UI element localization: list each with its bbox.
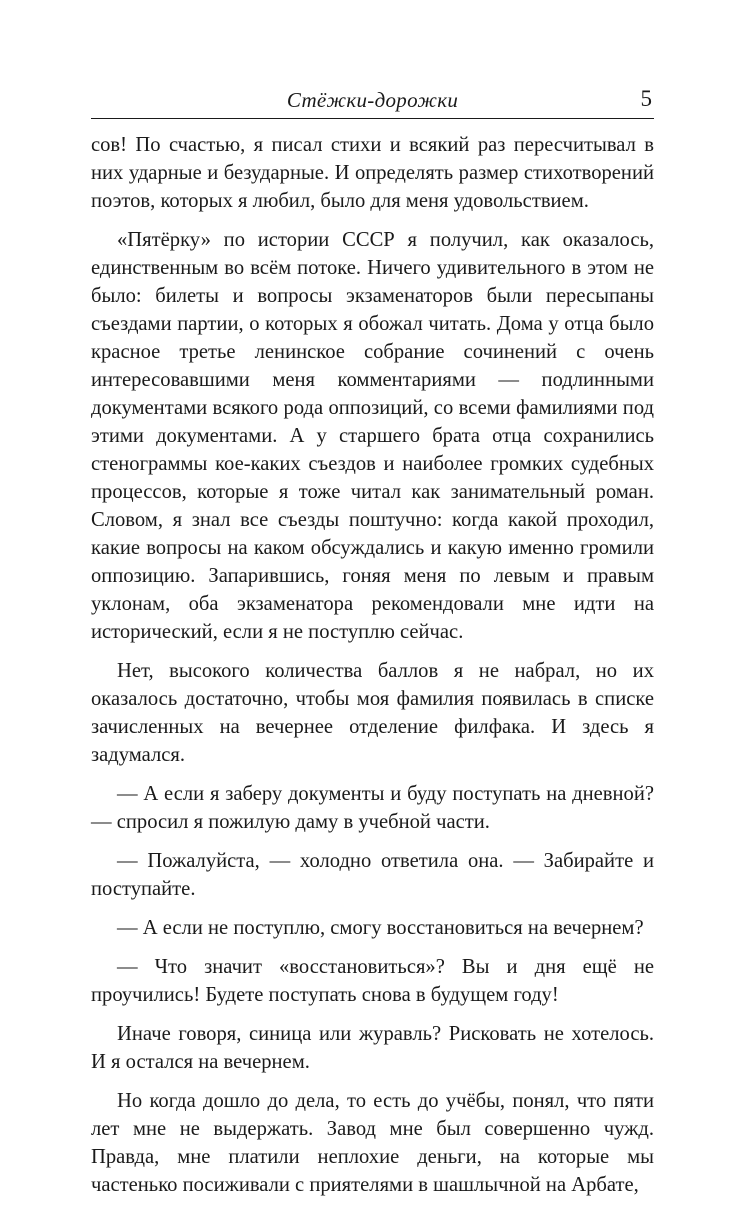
- paragraph-9: Но когда дошло до дела, то есть до учёбы, понял, что пяти лет мне не выдержать. Завод мне был совершенно чужд. Правда, мне платили неплохие деньги, на которые мы частенько посиживали с приятелями в шашлычной на Арбате,: [91, 1090, 654, 1196]
- paragraph-8: Иначе говоря, синица или журавль? Рисковать не хотелось. И я остался на вечернем.: [91, 1023, 654, 1073]
- paragraph-7: — Что значит «восстановиться»? Вы и дня ещё не проучились! Будете поступать снова в будущем году!: [91, 956, 654, 1006]
- paragraph-5: — Пожалуйста, — холодно ответила она. — Забирайте и поступайте.: [91, 850, 654, 900]
- paragraph-4: — А если я заберу документы и буду поступать на дневной? — спросил я пожилую даму в учебной части.: [91, 783, 654, 833]
- running-title: Стёжки-дорожки: [286, 88, 459, 112]
- paragraph-6: — А если не поступлю, смогу восстановиться на вечернем?: [117, 917, 644, 939]
- body-text: [91, 131, 654, 1199]
- page-number: 5: [640, 86, 652, 111]
- paragraph-1: сов! По счастью, я писал стихи и всякий раз пересчитывал в них ударные и безударные. И определять размер стихотворений поэтов, которых я любил, было для меня удовольствием.: [91, 134, 654, 212]
- paragraph-2: «Пятёрку» по истории СССР я получил, как оказалось, единственным во всём потоке. Ничего удивительного в этом не было: билеты и вопросы экзаменаторов были пересыпаны съездами партии, о которых я обожал читать. Дома у отца было красное третье ленинское собрание сочинений с очень интересовавшими меня комментариями — подлинными документами всякого рода оппозиций, со всеми фамилиями под этими документами. А у старшего брата отца сохранились стенограммы кое-каких съездов и наиболее громких судебных процессов, которые я тоже читал как занимательный роман. Словом, я знал все съезды поштучно: когда какой проходил, какие вопросы на каком обсуждались и какую именно громили оппозицию. Запарившись, гоняя меня по левым и правым уклонам, оба экзаменатора рекомендовали мне идти на исторический, если я не поступлю сейчас.: [91, 229, 654, 643]
- book-page: [91, 82, 654, 1210]
- page-header: [91, 82, 654, 119]
- paragraph-3: Нет, высокого количества баллов я не набрал, но их оказалось достаточно, чтобы моя фамилия появилась в списке зачисленных на вечернее отделение филфака. И здесь я задумался.: [91, 660, 654, 766]
